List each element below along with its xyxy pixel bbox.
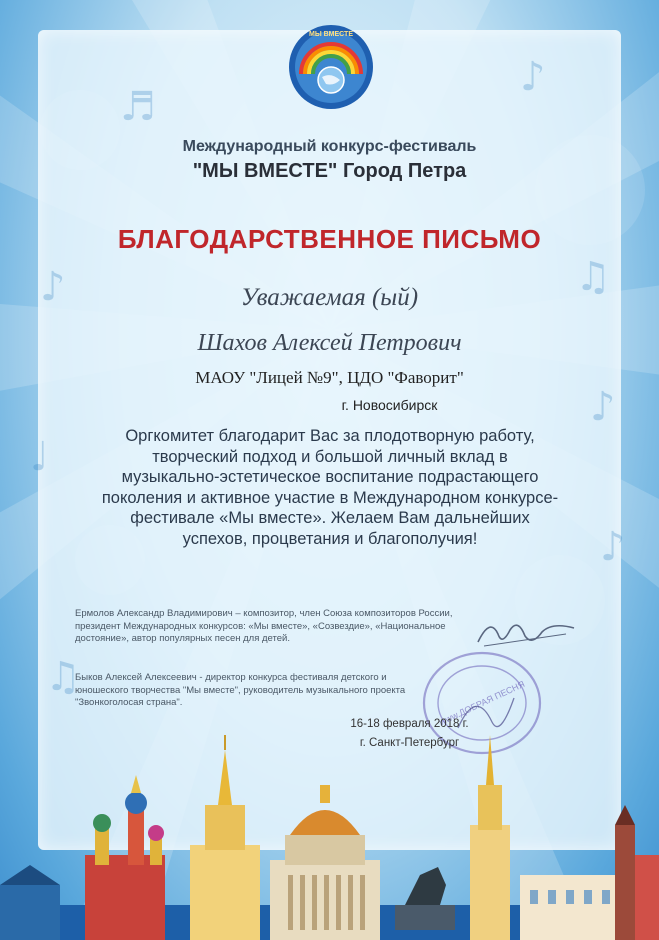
body-line: Оргкомитет благодарит Вас за плодотворную работу, <box>125 427 535 445</box>
document-title: БЛАГОДАРСТВЕННОЕ ПИСЬМО <box>117 224 542 254</box>
festival-logo <box>286 22 376 112</box>
svg-text:♩: ♩ <box>30 434 49 480</box>
body-line: поколения и активное участие в Международном конкурсе- <box>101 488 559 507</box>
svg-text:♫: ♫ <box>575 254 611 300</box>
st-petersburg-skyline <box>0 735 659 940</box>
svg-text:♪: ♪ <box>590 384 616 430</box>
recipient-city: г. Новосибирск <box>341 397 438 413</box>
body-line: творческий подход и большой личный вклад в <box>152 447 508 466</box>
handwritten-signature <box>470 612 580 652</box>
recipient-name: Шахов Алексей Петрович <box>197 330 462 356</box>
signatory-president: Ермолов Александр Владимирович – композитор, член Союза композиторов России, президент Международных конкурсов: «Мы вместе», «Созвездие», «Национальное достояние», автор популярных песен для детей. <box>75 608 453 644</box>
event-place: г. Санкт-Петербург <box>359 737 460 749</box>
festival-name: "МЫ ВМЕСТЕ" Город Петра <box>192 160 467 182</box>
svg-text:♪: ♪ <box>40 264 66 310</box>
svg-text:♬: ♬ <box>120 84 156 130</box>
svg-text:♪: ♪ <box>600 524 626 570</box>
event-date: 16-18 февраля 2018 г. <box>350 718 469 730</box>
body-line: фестивале «Мы вместе». Желаем Вам дальнейших <box>130 509 530 527</box>
logo-text: МЫ ВМЕСТЕ <box>308 31 354 38</box>
festival-subtitle: Международный конкурс-фестиваль <box>182 138 477 155</box>
stamp-text: www.ДОБРАЯ ПЕСНЯ <box>437 678 527 728</box>
signatory-director: Быков Алексей Алексеевич - директор конкурса фестиваля детского и юношеского творчества "Мы вместе", руководитель музыкального проекта "Звонкоголосая страна". <box>75 672 406 708</box>
organization: МАОУ "Лицей №9", ЦДО "Фаворит" <box>195 368 464 387</box>
body-line: успехов, процветания и благополучия! <box>182 529 478 548</box>
letter-body <box>80 426 580 549</box>
svg-text:♪: ♪ <box>520 54 546 100</box>
svg-text:♫: ♫ <box>45 654 81 700</box>
salutation: Уважаемая (ый) <box>240 284 419 311</box>
body-line: музыкально-эстетическое воспитание подрастающего <box>121 468 539 486</box>
